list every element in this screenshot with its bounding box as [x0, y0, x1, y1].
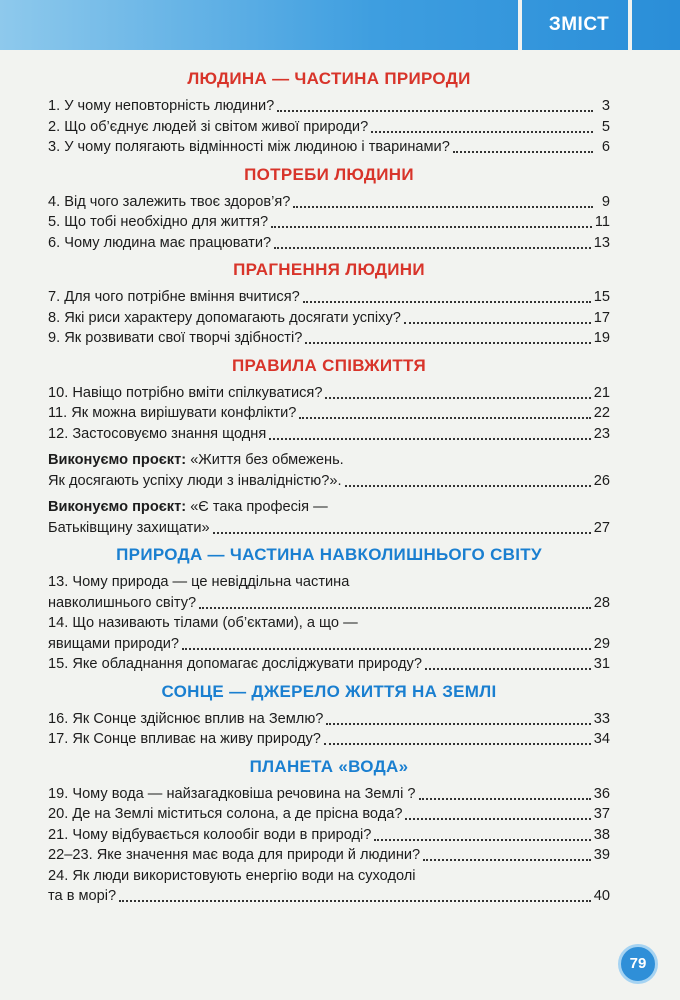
dot-leader [425, 668, 591, 670]
toc-entry[interactable] [48, 804, 610, 825]
entry-title: 19. Чому вода — найзагадковіша речовина на Землі ? [48, 785, 416, 802]
dot-leader [325, 397, 590, 399]
section-title: ПЛАНЕТА «ВОДА» [249, 756, 409, 776]
toc-entry[interactable] [48, 845, 610, 866]
entry-title: 7. Для чого потрібне вміння вчитися? [48, 289, 300, 305]
section-title: ПРИРОДА — ЧАСТИНА НАВКОЛИШНЬОГО СВІТУ [116, 545, 542, 564]
dot-leader [271, 226, 592, 228]
dot-leader [374, 839, 590, 841]
toc-entry[interactable] [48, 709, 610, 730]
entry-title: 20. Де на Землі міститься солона, а де прісна вода? [48, 806, 403, 822]
toc-entry[interactable] [48, 784, 610, 805]
entry-title: 2. Що об’єднує людей зі світом живої природи? [48, 118, 369, 135]
toc-entry[interactable] [48, 729, 610, 750]
entry-page: 9 [601, 193, 610, 210]
project-title-line2: Батьківщину захищати» [48, 519, 210, 536]
toc-entry[interactable] [48, 424, 610, 445]
entry-title-line2: явищами природи? [48, 635, 180, 652]
entry-title: 16. Як Сонце здійснює вплив на Землю? [48, 710, 324, 727]
entry-line [48, 593, 610, 614]
header-divider [628, 0, 632, 50]
project-line [48, 518, 610, 539]
dot-leader [119, 900, 591, 902]
entry-title-line2: навколишнього світу? [48, 594, 197, 611]
entry-page: 15 [593, 289, 610, 305]
entry-page: 31 [593, 656, 610, 672]
dot-leader [299, 417, 590, 419]
entry-page: 13 [593, 234, 610, 251]
dot-leader [293, 206, 593, 208]
entry-page: 29 [593, 635, 610, 652]
section-title: ПРАВИЛА СПІВЖИТТЯ [231, 355, 427, 375]
toc-entry[interactable] [48, 137, 610, 158]
dot-leader [405, 818, 590, 820]
dot-leader [371, 131, 593, 133]
entry-page: 5 [601, 118, 610, 135]
dot-leader [182, 648, 591, 650]
toc-entry[interactable] [48, 96, 610, 117]
entry-title: 6. Чому людина має працювати? [48, 234, 272, 251]
dot-leader [305, 342, 590, 344]
dot-leader [269, 438, 591, 440]
dot-leader [303, 301, 591, 303]
dot-leader [199, 607, 591, 609]
project-label: Виконуємо проєкт: [48, 452, 187, 468]
entry-page: 28 [593, 594, 610, 611]
dot-leader [213, 532, 591, 534]
toc-entry[interactable] [48, 825, 610, 846]
entry-title: 9. Як розвивати свої творчі здібності? [48, 330, 303, 346]
project-line [48, 471, 610, 492]
toc-entry[interactable] [48, 654, 610, 675]
entry-title: 1. У чому неповторність людини? [48, 98, 275, 114]
toc-entry[interactable] [48, 192, 610, 213]
dot-leader [326, 723, 590, 725]
entry-title: 22–23. Яке значення має вода для природи й людини? [48, 847, 421, 863]
entry-page: 36 [593, 785, 610, 802]
entry-title: 5. Що тобі необхідно для життя? [48, 214, 269, 230]
entry-page: 33 [593, 710, 610, 727]
entry-page: 6 [601, 139, 610, 155]
entry-page: 39 [593, 847, 610, 863]
entry-title: 15. Яке обладнання допомагає досліджувати природу? [48, 656, 422, 672]
toc-entry[interactable] [48, 233, 610, 254]
page-number-badge: 79 [618, 944, 658, 984]
section-title: ПРАГНЕННЯ ЛЮДИНИ [233, 260, 425, 279]
toc-entry[interactable] [48, 117, 610, 138]
toc-entry[interactable] [48, 572, 610, 613]
dot-leader [277, 110, 593, 112]
toc-entry[interactable] [48, 308, 610, 329]
entry-title-line1: 13. Чому природа — це невіддільна частина [48, 574, 350, 590]
entry-title: 11. Як можна вирішувати конфлікти? [48, 405, 297, 421]
project-entry[interactable] [48, 450, 610, 491]
section-title: ПОТРЕБИ ЛЮДИНИ [244, 164, 414, 184]
project-line [48, 497, 610, 518]
toc-entry[interactable] [48, 403, 610, 424]
dot-leader [404, 322, 591, 324]
entry-page: 21 [593, 384, 610, 401]
entry-title-line1: 14. Що називають тілами (об’єктами), а що — [48, 615, 358, 631]
entry-title: 10. Навіщо потрібно вміти спілкуватися? [48, 384, 323, 401]
entry-title: 17. Як Сонце впливає на живу природу? [48, 731, 321, 747]
dot-leader [345, 485, 591, 487]
toc-entry[interactable] [48, 613, 610, 654]
dot-leader [274, 247, 591, 249]
entry-title: 8. Які риси характеру допомагають досягати успіху? [48, 309, 401, 326]
project-title-line2: Як досягають успіху люди з інвалідністю?». [48, 472, 342, 489]
dot-leader [324, 743, 591, 745]
entry-page: 37 [593, 806, 610, 822]
entry-page: 11 [594, 214, 610, 230]
entry-page: 26 [593, 472, 610, 489]
entry-line [48, 886, 610, 907]
dot-leader [453, 151, 593, 153]
entry-page: 23 [593, 425, 610, 442]
entry-page: 27 [593, 519, 610, 536]
project-label: Виконуємо проєкт: [48, 499, 187, 515]
entry-title: 12. Застосовуємо знання щодня [48, 425, 267, 442]
project-entry[interactable] [48, 497, 610, 538]
entry-title-line2: та в морі? [48, 888, 117, 904]
entry-page: 40 [593, 888, 610, 904]
entry-page: 17 [593, 309, 610, 326]
entry-title: 4. Від чого залежить твоє здоров’я? [48, 193, 291, 210]
dot-leader [419, 798, 591, 800]
table-of-contents [48, 62, 610, 907]
entry-title: 3. У чому полягають відмінності між людиною і тваринами? [48, 139, 450, 155]
header-title: ЗМІСТ [548, 14, 610, 35]
entry-page: 22 [593, 405, 610, 421]
toc-entry[interactable] [48, 287, 610, 308]
toc-entry[interactable] [48, 328, 610, 349]
toc-entry[interactable] [48, 383, 610, 404]
project-title-line1: «Життя без обмежень. [190, 452, 344, 468]
entry-page: 3 [601, 98, 610, 114]
toc-entry[interactable] [48, 212, 610, 233]
section-title: СОНЦЕ — ДЖЕРЕЛО ЖИТТЯ НА ЗЕМЛІ [161, 681, 497, 701]
dot-leader [423, 859, 591, 861]
entry-title: 21. Чому відбувається колообіг води в природі? [48, 826, 372, 843]
entry-page: 34 [593, 731, 610, 747]
header-divider [518, 0, 522, 50]
project-title-line1: «Є така професія — [190, 499, 328, 515]
section-title: ЛЮДИНА — ЧАСТИНА ПРИРОДИ [187, 69, 471, 88]
project-line [48, 450, 610, 471]
entry-title-line1: 24. Як люди використовують енергію води на суходолі [48, 867, 416, 884]
entry-page: 19 [593, 330, 610, 346]
entry-line [48, 634, 610, 655]
toc-entry[interactable] [48, 866, 610, 907]
entry-page: 38 [593, 826, 610, 843]
